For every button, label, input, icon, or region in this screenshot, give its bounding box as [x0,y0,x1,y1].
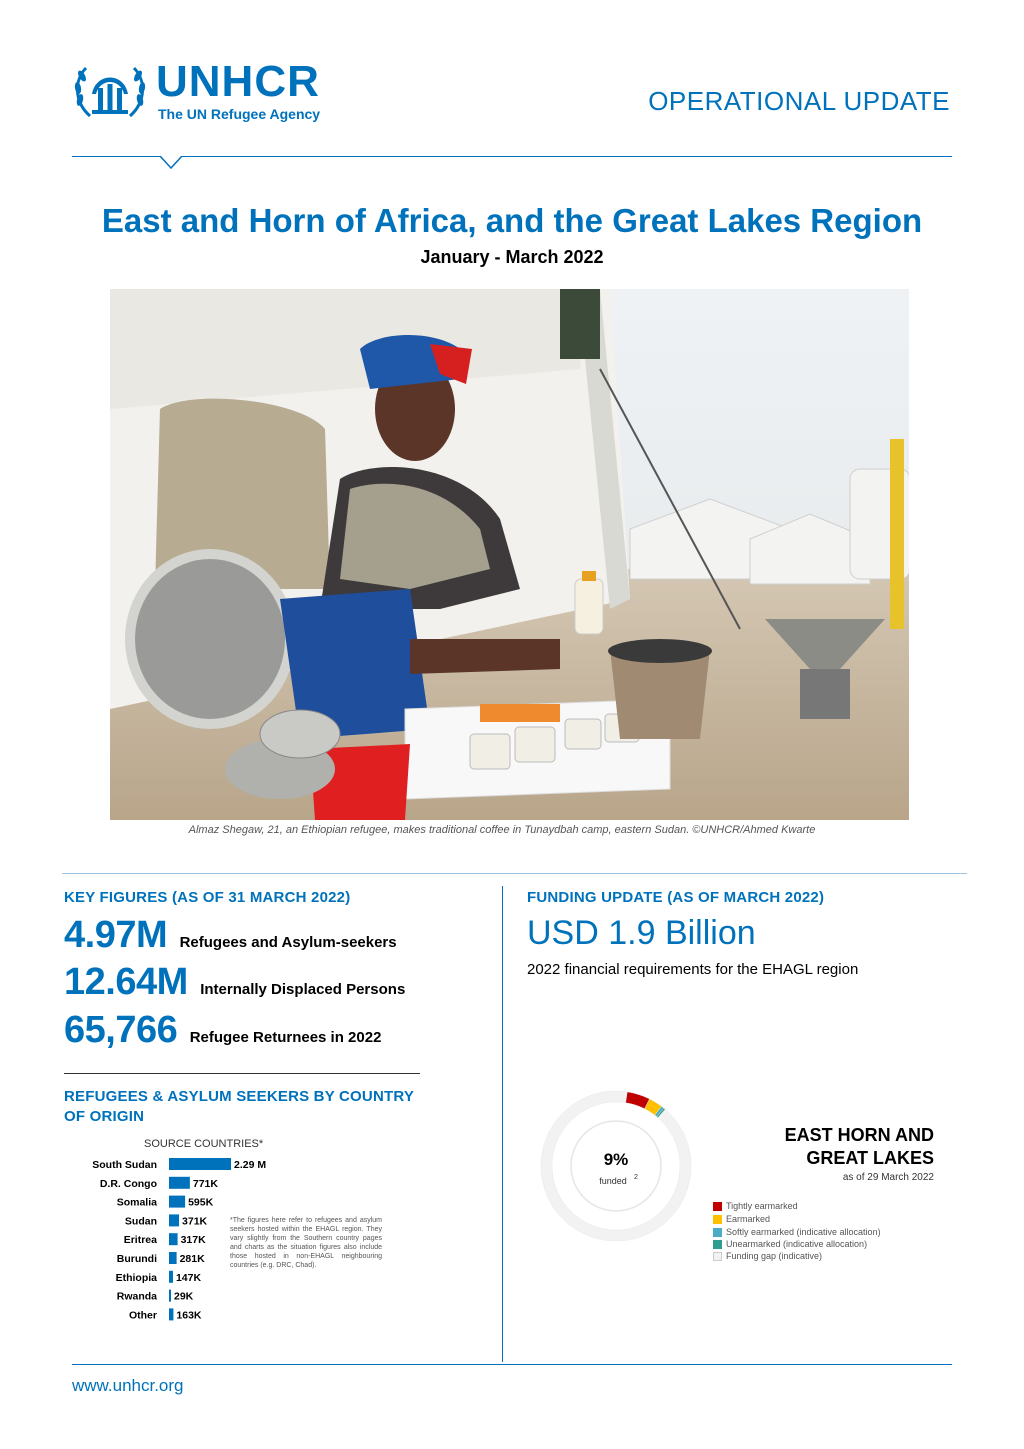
bar-value-label: 317K [180,1234,206,1247]
donut-center-value: 9% [603,1150,629,1169]
key-figure-refugees [64,914,397,957]
key-figure-value: 4.97M [64,914,168,956]
key-figure-label: Refugees and Asylum-seekers [179,934,397,951]
legend-label: Unearmarked (indicative allocation) [726,1239,868,1249]
bar-value-label: 595K [188,1196,214,1209]
chart-footnote: *The figures here refer to refugees and asylum seekers hosted within the EHAGL region. They vary slightly from the Southern country pages and charts as the situation figures also include those hosted in non-EHAGL neighbouring countries (e.g. DRC, Chad). [230,1217,382,1269]
funding-amount: USD 1.9 Billion [527,914,756,952]
funding-donut-chart [538,1088,698,1248]
chart-title: SOURCE COUNTRIES* [144,1138,264,1150]
section-rule [62,873,967,874]
bar [169,1271,173,1283]
key-figure-value: 12.64M [64,961,188,1003]
bar [169,1196,185,1208]
cover-photo [110,289,909,820]
bar-value-label: 281K [179,1253,205,1265]
key-figure-returnees [64,1009,381,1052]
bar [169,1252,177,1264]
key-figure-label: Internally Displaced Persons [200,981,406,998]
column-divider [502,886,503,1362]
header-notch-icon [160,156,182,170]
legend-item-softly-earmarked [713,1227,881,1237]
origin-heading-line2: OF ORIGIN [64,1108,145,1125]
bar [169,1177,190,1189]
funding-heading: FUNDING UPDATE (AS OF MARCH 2022) [527,889,825,906]
legend-label: Earmarked [726,1214,771,1224]
page-subtitle: January - March 2022 [420,247,604,267]
bar-category-label: Burundi [116,1253,157,1265]
donut-center-footnote: 2 [634,1174,638,1181]
footer-link[interactable]: www.unhcr.org [72,1376,184,1395]
funding-description: 2022 financial requirements for the EHAGL region [527,961,859,978]
brand-name: UNHCR [156,57,320,106]
bar-category-label: Ethiopia [115,1271,157,1284]
donut-chart-date: as of 29 March 2022 [842,1172,934,1183]
bar [169,1308,173,1320]
bar-value-label: 2.29 M [234,1159,267,1171]
donut-title-line1: EAST HORN AND [784,1125,934,1145]
bar-value-label: 163K [176,1309,202,1322]
header-rule [72,156,952,157]
bar-category-label: Rwanda [116,1290,157,1303]
key-figures-heading: KEY FIGURES (AS OF 31 MARCH 2022) [64,889,351,906]
bar-value-label: 29K [174,1290,194,1303]
brand-tagline: The UN Refugee Agency [158,106,321,122]
footer-rule [72,1364,952,1365]
bar-category-label: Somalia [116,1196,157,1209]
bar-category-label: Sudan [124,1215,157,1228]
bar [169,1233,178,1245]
legend-swatch [713,1202,722,1211]
legend-swatch [713,1252,722,1261]
bar-category-label: Other [128,1309,157,1322]
key-figure-idps [64,961,405,1004]
legend-swatch [713,1215,722,1224]
key-figure-label: Refugee Returnees in 2022 [189,1029,382,1046]
legend-item-funding-gap [713,1251,822,1261]
legend-label: Softly earmarked (indicative allocation) [726,1227,881,1237]
page-title: East and Horn of Africa, and the Great Lakes Region [101,202,923,239]
legend-item-tightly-earmarked [713,1201,798,1211]
legend-item-unearmarked [713,1239,867,1249]
bar-category-label: South Sudan [92,1159,157,1171]
laurel-emblem-icon [72,58,148,122]
bar [169,1214,179,1226]
origin-heading [64,1087,414,1127]
key-figures-rule [64,1073,420,1074]
bar [169,1158,231,1170]
donut-center-label: funded [599,1176,627,1186]
bar [169,1290,171,1302]
legend-label: Funding gap (indicative) [726,1251,823,1261]
bar-value-label: 147K [175,1271,202,1284]
legend-item-earmarked [713,1214,770,1224]
key-figure-value: 65,766 [64,1009,178,1051]
bar-value-label: 371K [182,1215,208,1228]
donut-title-line2: GREAT LAKES [806,1148,934,1168]
unhcr-logo [72,58,352,128]
bar-value-label: 771K [192,1177,218,1190]
legend-label: Tightly earmarked [726,1201,798,1211]
document-type: OPERATIONAL UPDATE [648,86,950,116]
donut-chart-title [700,1124,934,1170]
legend-swatch [713,1228,722,1237]
origin-heading-line1: REFUGEES & ASYLUM SEEKERS BY COUNTRY [64,1088,415,1105]
photo-caption: Almaz Shegaw, 21, an Ethiopian refugee, makes traditional coffee in Tunaydbah camp, eastern Sudan. ©UNHCR/Ahmed Kwarte [188,824,816,836]
legend-swatch [713,1240,722,1249]
bar-category-label: D.R. Congo [99,1177,157,1190]
bar-category-label: Eritrea [123,1234,157,1247]
